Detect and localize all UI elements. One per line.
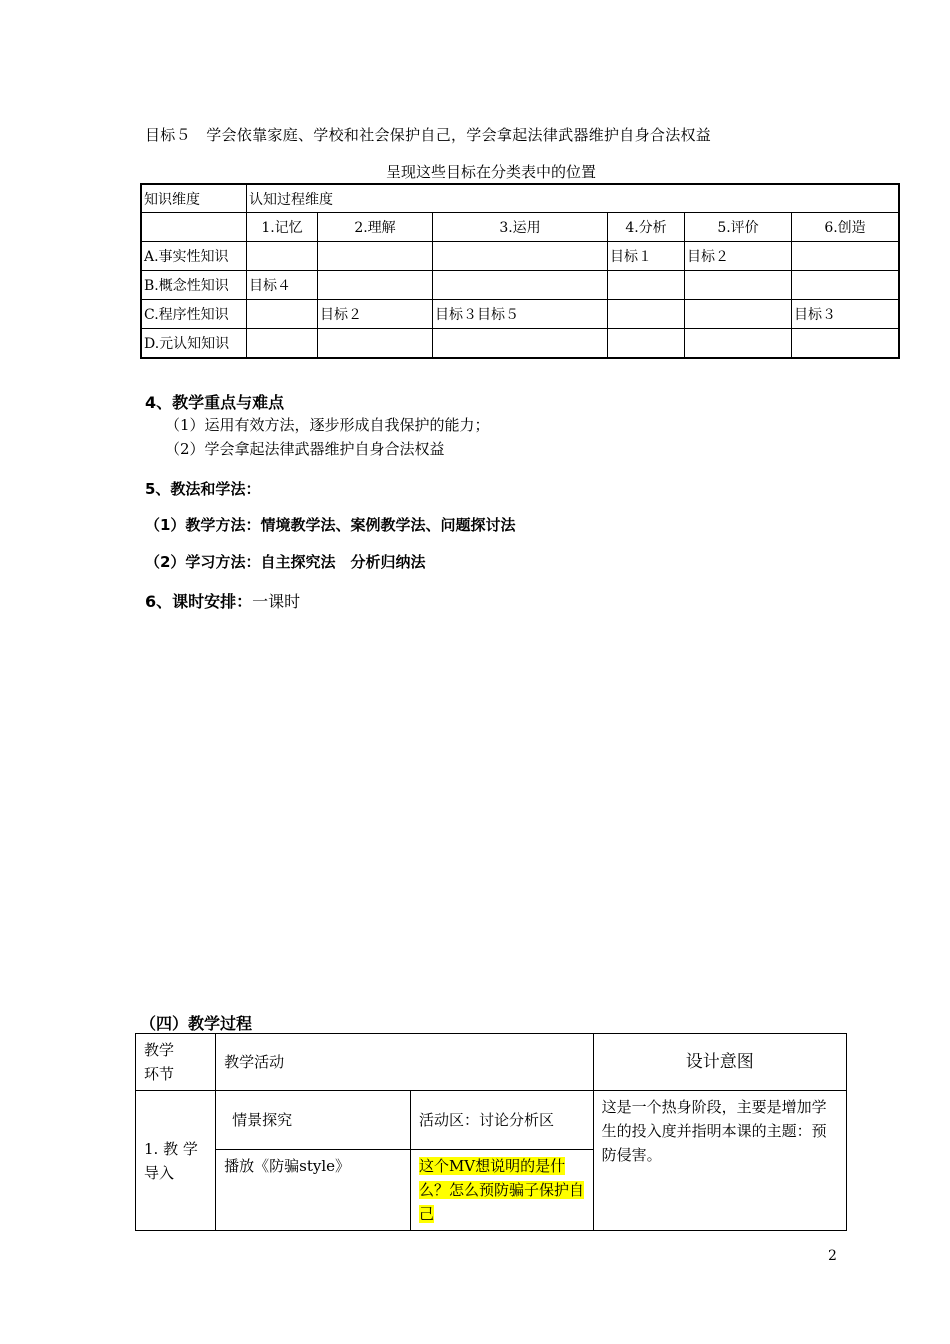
table-cell bbox=[247, 300, 318, 329]
table-cell: 目标４ bbox=[247, 271, 318, 300]
table-caption: 呈现这些目标在分类表中的位置 bbox=[385, 163, 596, 181]
row-label: A.事实性知识 bbox=[141, 242, 247, 271]
activity-scenario: 情景探究 bbox=[216, 1091, 411, 1150]
table-cell bbox=[608, 300, 685, 329]
activity-play: 播放《防骗style》 bbox=[216, 1150, 411, 1231]
table-cell: 目标２ bbox=[318, 300, 433, 329]
table-cell bbox=[685, 300, 792, 329]
col-header: 5.评价 bbox=[685, 213, 792, 242]
activity-zone: 活动区：讨论分析区 bbox=[410, 1091, 593, 1150]
activity-question bbox=[410, 1150, 593, 1231]
cognitive-header: 认知过程维度 bbox=[247, 184, 900, 213]
section-5-item-1: （1）教学方法：情境教学法、案例教学法、问题探讨法 bbox=[145, 516, 516, 534]
table-cell bbox=[685, 329, 792, 359]
table-row bbox=[141, 329, 899, 359]
section-6-value: 一课时 bbox=[252, 592, 301, 611]
row-label: D.元认知知识 bbox=[141, 329, 247, 359]
section-4-item-2: （2）学会拿起法律武器维护自身合法权益 bbox=[165, 440, 445, 458]
highlighted-question: 这个MV想说明的是什么？怎么预防骗子保护自己 bbox=[418, 1157, 584, 1223]
row-label: B.概念性知识 bbox=[141, 271, 247, 300]
table-cell: 目标３目标５ bbox=[433, 300, 608, 329]
row-label: C.程序性知识 bbox=[141, 300, 247, 329]
col-header: 2.理解 bbox=[318, 213, 433, 242]
header-activity: 教学活动 bbox=[216, 1034, 593, 1091]
table-cell bbox=[792, 271, 900, 300]
table-cell bbox=[792, 242, 900, 271]
section-5-title: 5、教法和学法： bbox=[145, 480, 261, 498]
table-cell bbox=[247, 242, 318, 271]
process-title: （四）教学过程 bbox=[140, 1014, 253, 1033]
table-cell: 目标２ bbox=[685, 242, 792, 271]
section-6-title: 6、课时安排： bbox=[145, 592, 253, 611]
page-number: 2 bbox=[828, 1248, 837, 1264]
table-cell bbox=[685, 271, 792, 300]
table-cell bbox=[318, 242, 433, 271]
table-cell bbox=[318, 329, 433, 359]
table-cell: 目标３ bbox=[792, 300, 900, 329]
col-header: 4.分析 bbox=[608, 213, 685, 242]
table-cell bbox=[433, 329, 608, 359]
section-6-line bbox=[145, 589, 300, 612]
section-4-title: 4、教学重点与难点 bbox=[145, 393, 285, 412]
table-row bbox=[141, 300, 899, 329]
table-cell bbox=[433, 271, 608, 300]
table-cell bbox=[433, 242, 608, 271]
table-cell bbox=[608, 329, 685, 359]
table-cell bbox=[792, 329, 900, 359]
taxonomy-table bbox=[140, 183, 900, 359]
goal-5-text: 目标５ 学会依靠家庭、学校和社会保护自己，学会拿起法律武器维护自身合法权益 bbox=[145, 126, 712, 144]
intent-text: 这是一个热身阶段，主要是增加学生的投入度并指明本课的主题：预防侵害。 bbox=[593, 1091, 846, 1231]
col-header: 1.记忆 bbox=[247, 213, 318, 242]
table-row bbox=[141, 271, 899, 300]
header-intent: 设计意图 bbox=[593, 1034, 846, 1091]
section-5-item-2: （2）学习方法：自主探究法 分析归纳法 bbox=[145, 553, 426, 571]
header-stage: 教学 环节 bbox=[136, 1034, 216, 1091]
table-cell: 目标１ bbox=[608, 242, 685, 271]
table-row bbox=[141, 242, 899, 271]
table-cell bbox=[247, 329, 318, 359]
section-4-item-1: （1）运用有效方法，逐步形成自我保护的能力； bbox=[165, 416, 490, 434]
col-header: 3.运用 bbox=[433, 213, 608, 242]
process-table bbox=[135, 1033, 847, 1231]
col-header: 6.创造 bbox=[792, 213, 900, 242]
table-cell bbox=[318, 271, 433, 300]
table-cell bbox=[608, 271, 685, 300]
corner-cell: 知识维度 bbox=[141, 184, 247, 213]
stage-1-label: 1. 教 学 导入 bbox=[136, 1091, 216, 1231]
corner-blank bbox=[141, 213, 247, 242]
